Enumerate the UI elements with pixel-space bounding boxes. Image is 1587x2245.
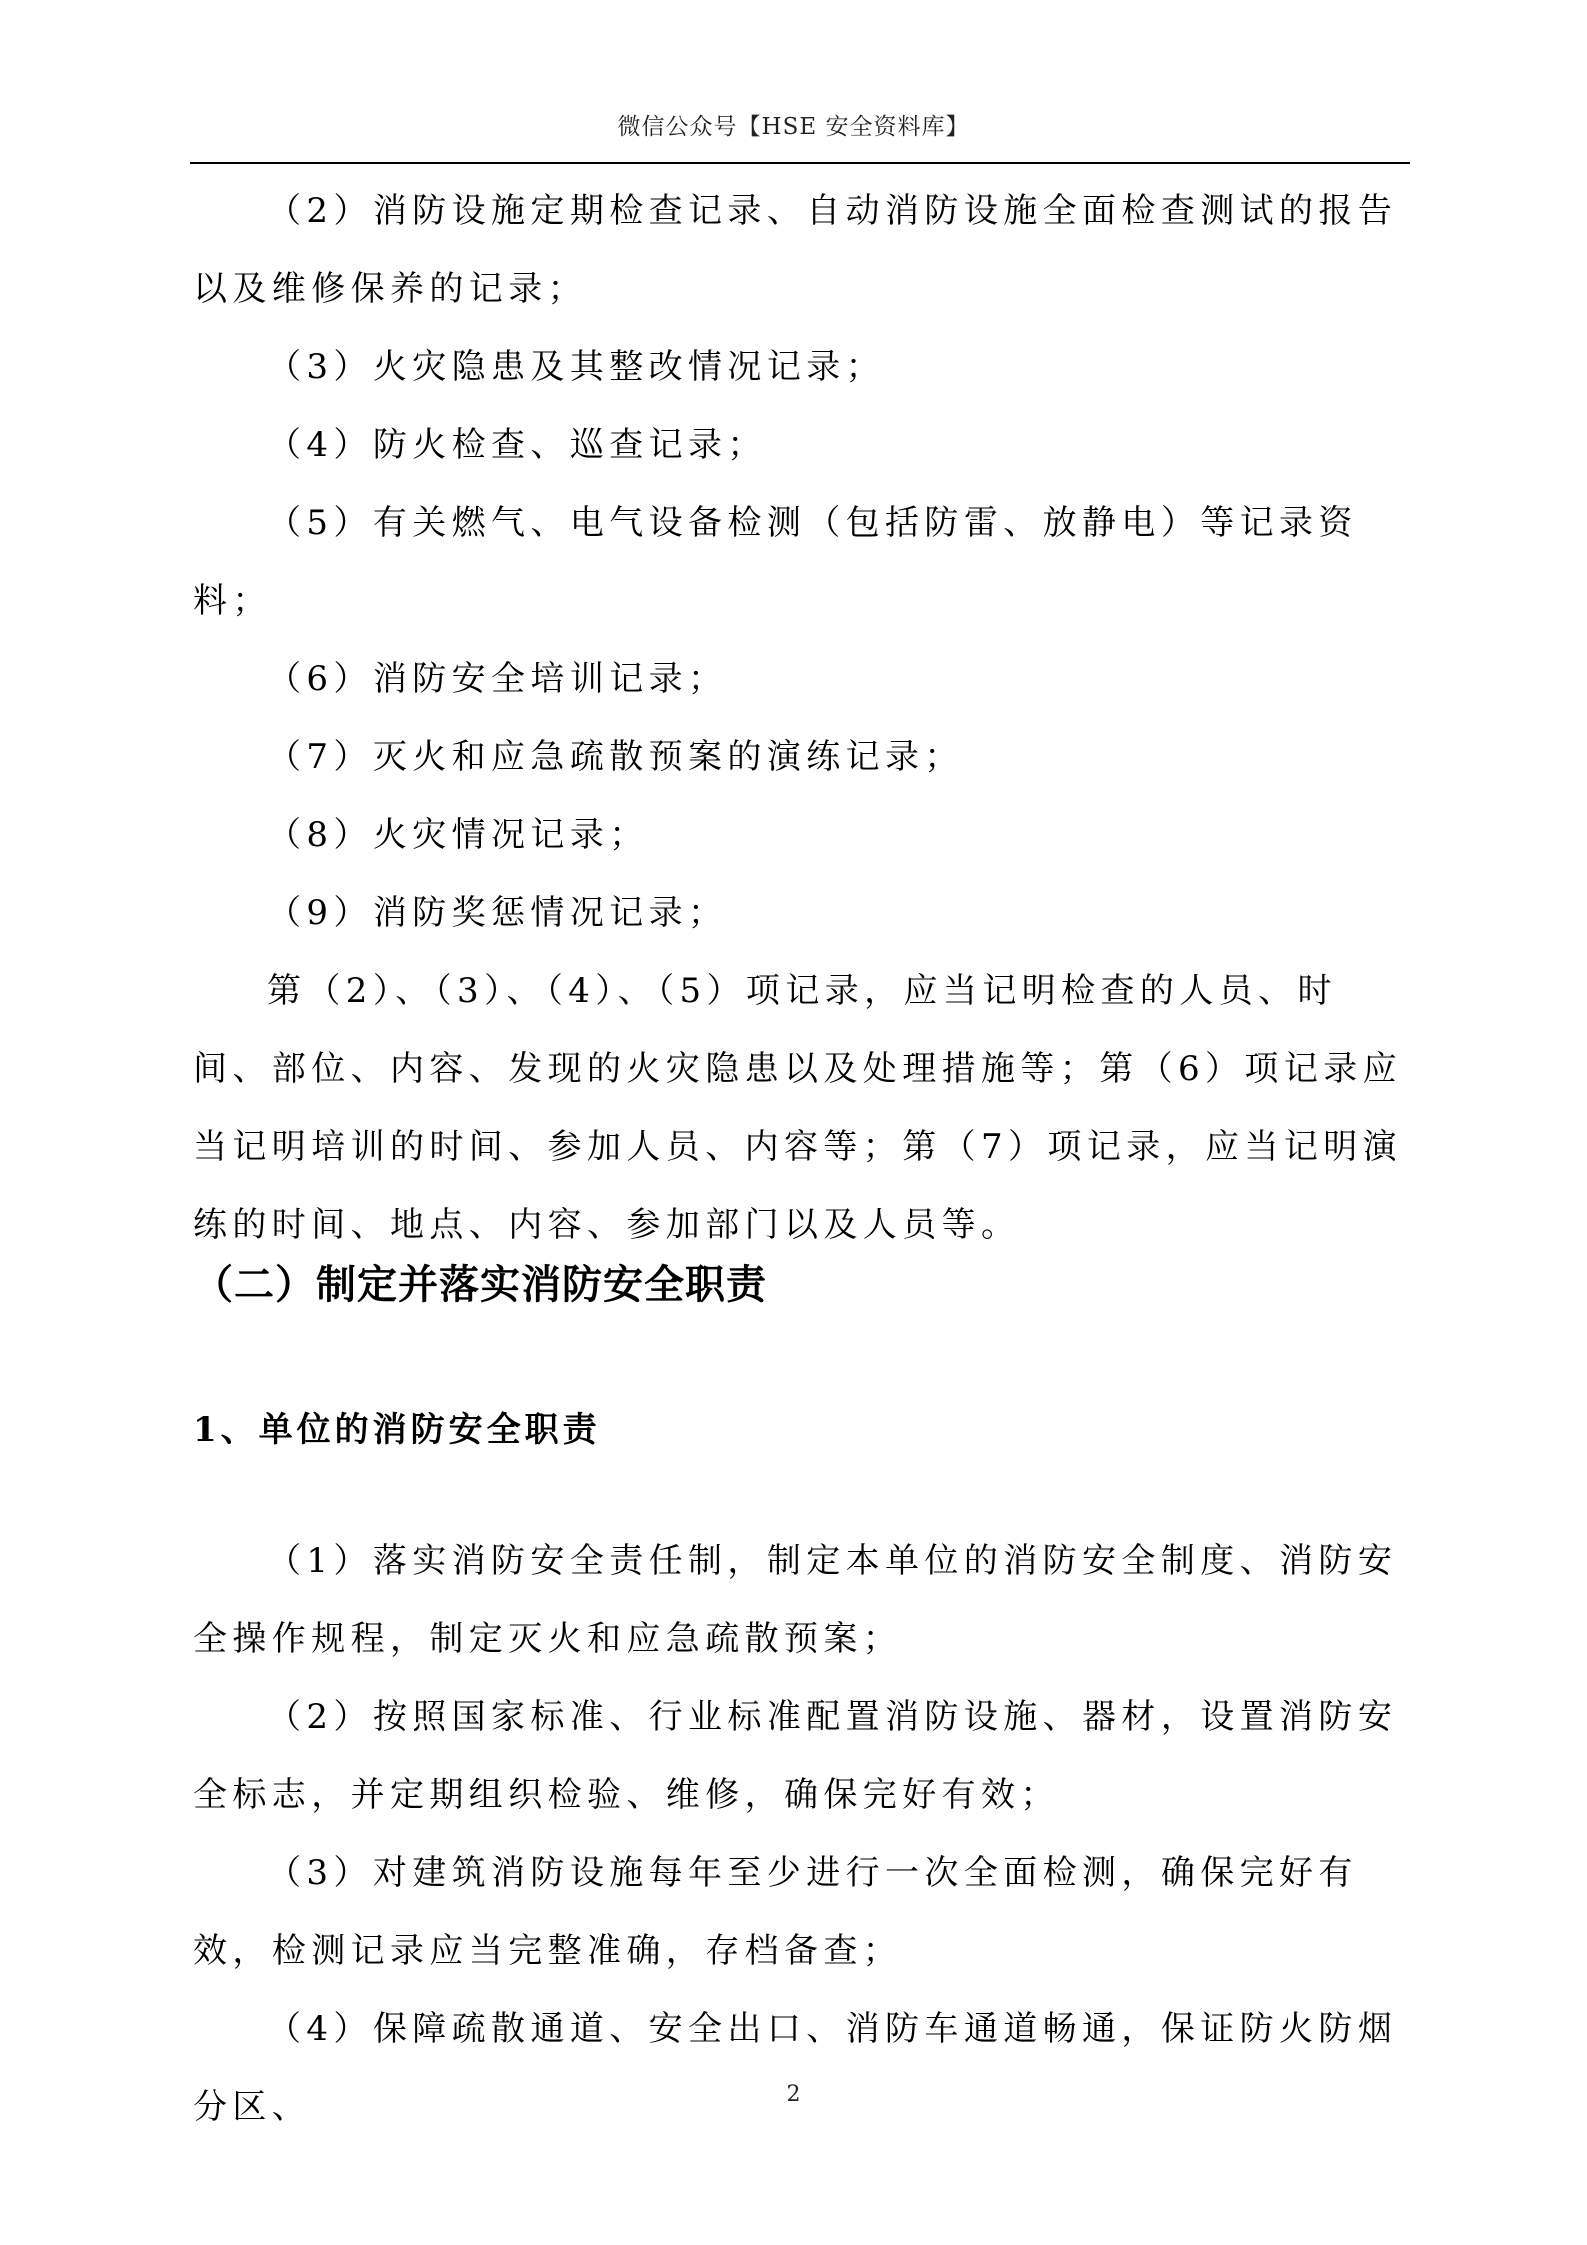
record-item-3: （3）火灾隐患及其整改情况记录； bbox=[267, 347, 886, 387]
duties-list bbox=[193, 1522, 1409, 2146]
duty-item-1: （1）落实消防安全责任制，制定本单位的消防安全制度、消防安全操作规程，制定灭火和应急疏散预案； bbox=[193, 1541, 1398, 1659]
duty-item-4: （4）保障疏散通道、安全出口、消防车通道畅通，保证防火防烟分区、 bbox=[193, 2009, 1398, 2127]
page-header: 微信公众号【HSE 安全资料库】 bbox=[617, 114, 970, 140]
subsection-heading: 1、单位的消防安全职责 bbox=[193, 1410, 601, 1450]
record-item-7: （7）灭火和应急疏散预案的演练记录； bbox=[267, 737, 964, 777]
records-note: 第（2）、（3）、（4）、（5）项记录，应当记明检查的人员、时间、部位、内容、发现的火灾隐患以及处理措施等；第（6）项记录应当记明培训的时间、参加人员、内容等；第（7）项记录，应当记明演练的时间、地点、内容、参加部门以及人员等。 bbox=[193, 971, 1403, 1245]
record-item-5: （5）有关燃气、电气设备检测（包括防雷、放静电）等记录资料； bbox=[193, 503, 1358, 621]
record-item-4: （4）防火检查、巡查记录； bbox=[267, 425, 767, 465]
record-item-8: （8）火灾情况记录； bbox=[267, 815, 649, 855]
duty-item-2: （2）按照国家标准、行业标准配置消防设施、器材，设置消防安全标志，并定期组织检验、维修，确保完好有效； bbox=[193, 1697, 1398, 1815]
record-item-6: （6）消防安全培训记录； bbox=[267, 659, 728, 699]
records-list bbox=[193, 172, 1409, 1264]
record-item-2: （2）消防设施定期检查记录、自动消防设施全面检查测试的报告以及维修保养的记录； bbox=[193, 191, 1398, 309]
duty-item-3: （3）对建筑消防设施每年至少进行一次全面检测，确保完好有效，检测记录应当完整准确，存档备查； bbox=[193, 1853, 1358, 1971]
page-number: 2 bbox=[786, 2082, 801, 2107]
section-heading: （二）制定并落实消防安全职责 bbox=[193, 1262, 767, 1308]
header-divider bbox=[190, 162, 1410, 164]
record-item-9: （9）消防奖惩情况记录； bbox=[267, 893, 728, 933]
